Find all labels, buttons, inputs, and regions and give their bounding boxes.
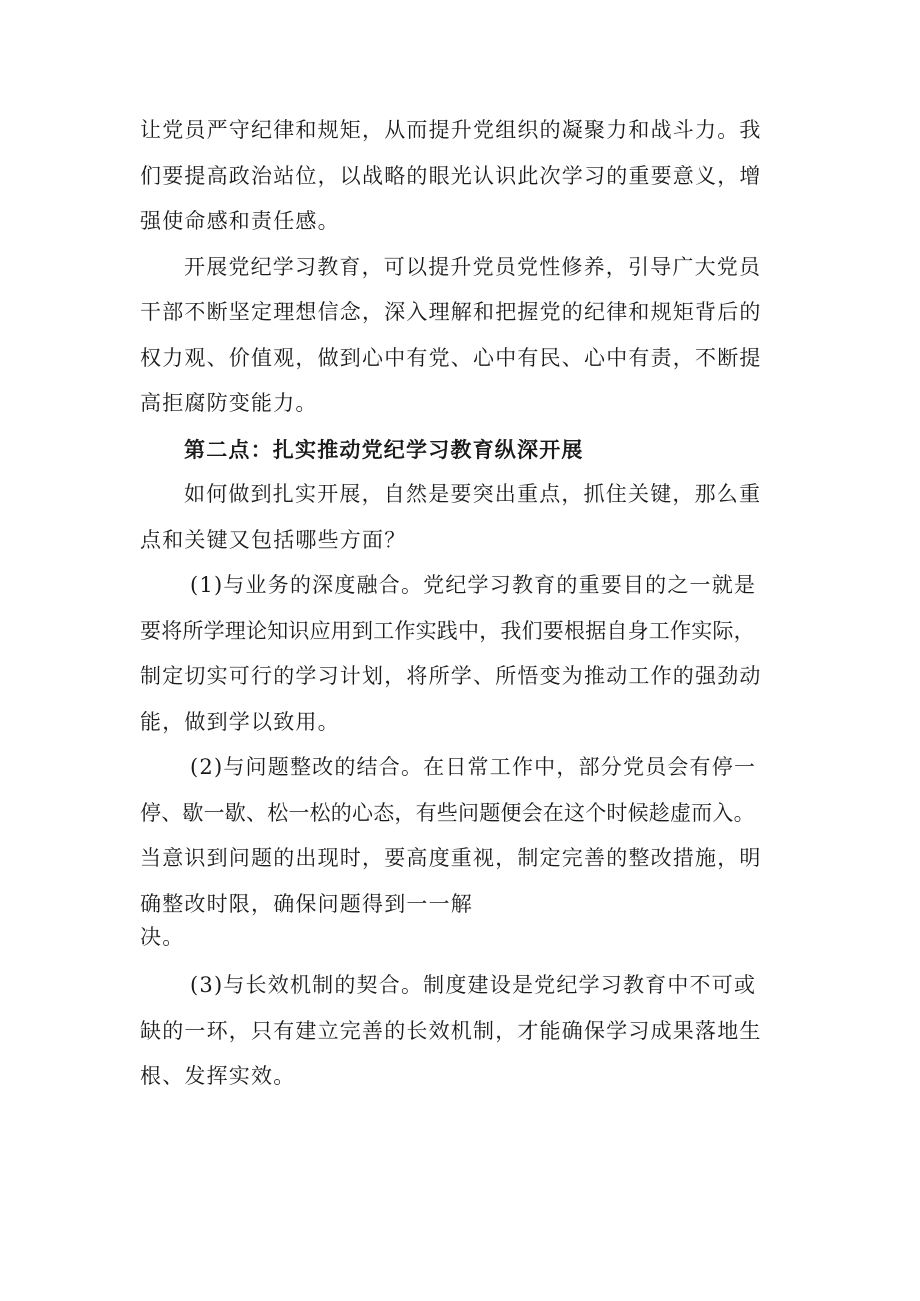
text-line: 制定切实可行的学习计划，将所学、所悟变为推动工作的强劲动 bbox=[140, 664, 762, 688]
text-line: 们要提高政治站位，以战略的眼光认识此次学习的重要意义，增 bbox=[140, 163, 762, 188]
text-line: 干部不断坚定理想信念，深入理解和把握党的纪律和规矩背后的 bbox=[140, 300, 762, 324]
paragraph-continuation bbox=[140, 108, 796, 245]
text-line: (2)与问题整改的结合。在日常工作中，部分党员会有停一 bbox=[190, 755, 757, 779]
text-line: (1)与业务的深度融合。党纪学习教育的重要目的之一就是 bbox=[190, 573, 757, 597]
text-line: 当意识到问题的出现时，要高度重视，制定完善的整改措施，明 bbox=[140, 846, 762, 870]
text-line: 根、发挥实效。 bbox=[140, 1064, 296, 1088]
section-heading bbox=[140, 427, 796, 473]
list-item-1 bbox=[140, 563, 796, 745]
list-item-2 bbox=[140, 745, 796, 953]
text-line: (3)与长效机制的契合。制度建设是党纪学习教育中不可或 bbox=[190, 973, 757, 997]
text-line: 要将所学理论知识应用到工作实践中，我们要根据自身工作实际， bbox=[140, 618, 755, 643]
text-line: 让党员严守纪律和规矩，从而提升党组织的凝聚力和战斗力。我 bbox=[140, 118, 762, 142]
list-item-3 bbox=[140, 963, 796, 1100]
text-line: 决。 bbox=[140, 925, 185, 949]
text-line: 停、歇一歇、松一松的心态，有些问题便会在这个时候趁虚而入。 bbox=[140, 800, 755, 825]
text-line: 权力观、价值观，做到心中有党、心中有民、心中有责，不断提 bbox=[140, 345, 762, 370]
text-line: 确整改时限，确保问题得到一一解 bbox=[140, 891, 473, 916]
text-line: 强使命感和责任感。 bbox=[140, 209, 340, 233]
text-line: 缺的一环，只有建立完善的长效机制，才能确保学习成果落地生 bbox=[140, 1018, 762, 1043]
text-line: 点和关键又包括哪些方面？ bbox=[140, 527, 407, 552]
text-line: 如何做到扎实开展，自然是要突出重点，抓住关键，那么重 bbox=[184, 482, 762, 506]
text-line: 高拒腐防变能力。 bbox=[140, 391, 318, 415]
text-line: 开展党纪学习教育，可以提升党员党性修养，引导广大党员 bbox=[184, 254, 762, 279]
paragraph-party-discipline bbox=[140, 245, 796, 427]
paragraph-how-to bbox=[140, 472, 796, 563]
document-body bbox=[140, 108, 796, 1100]
heading-text: 第二点：扎实推动党纪学习教育纵深开展 bbox=[184, 436, 584, 462]
text-line: 能，做到学以致用。 bbox=[140, 709, 340, 734]
